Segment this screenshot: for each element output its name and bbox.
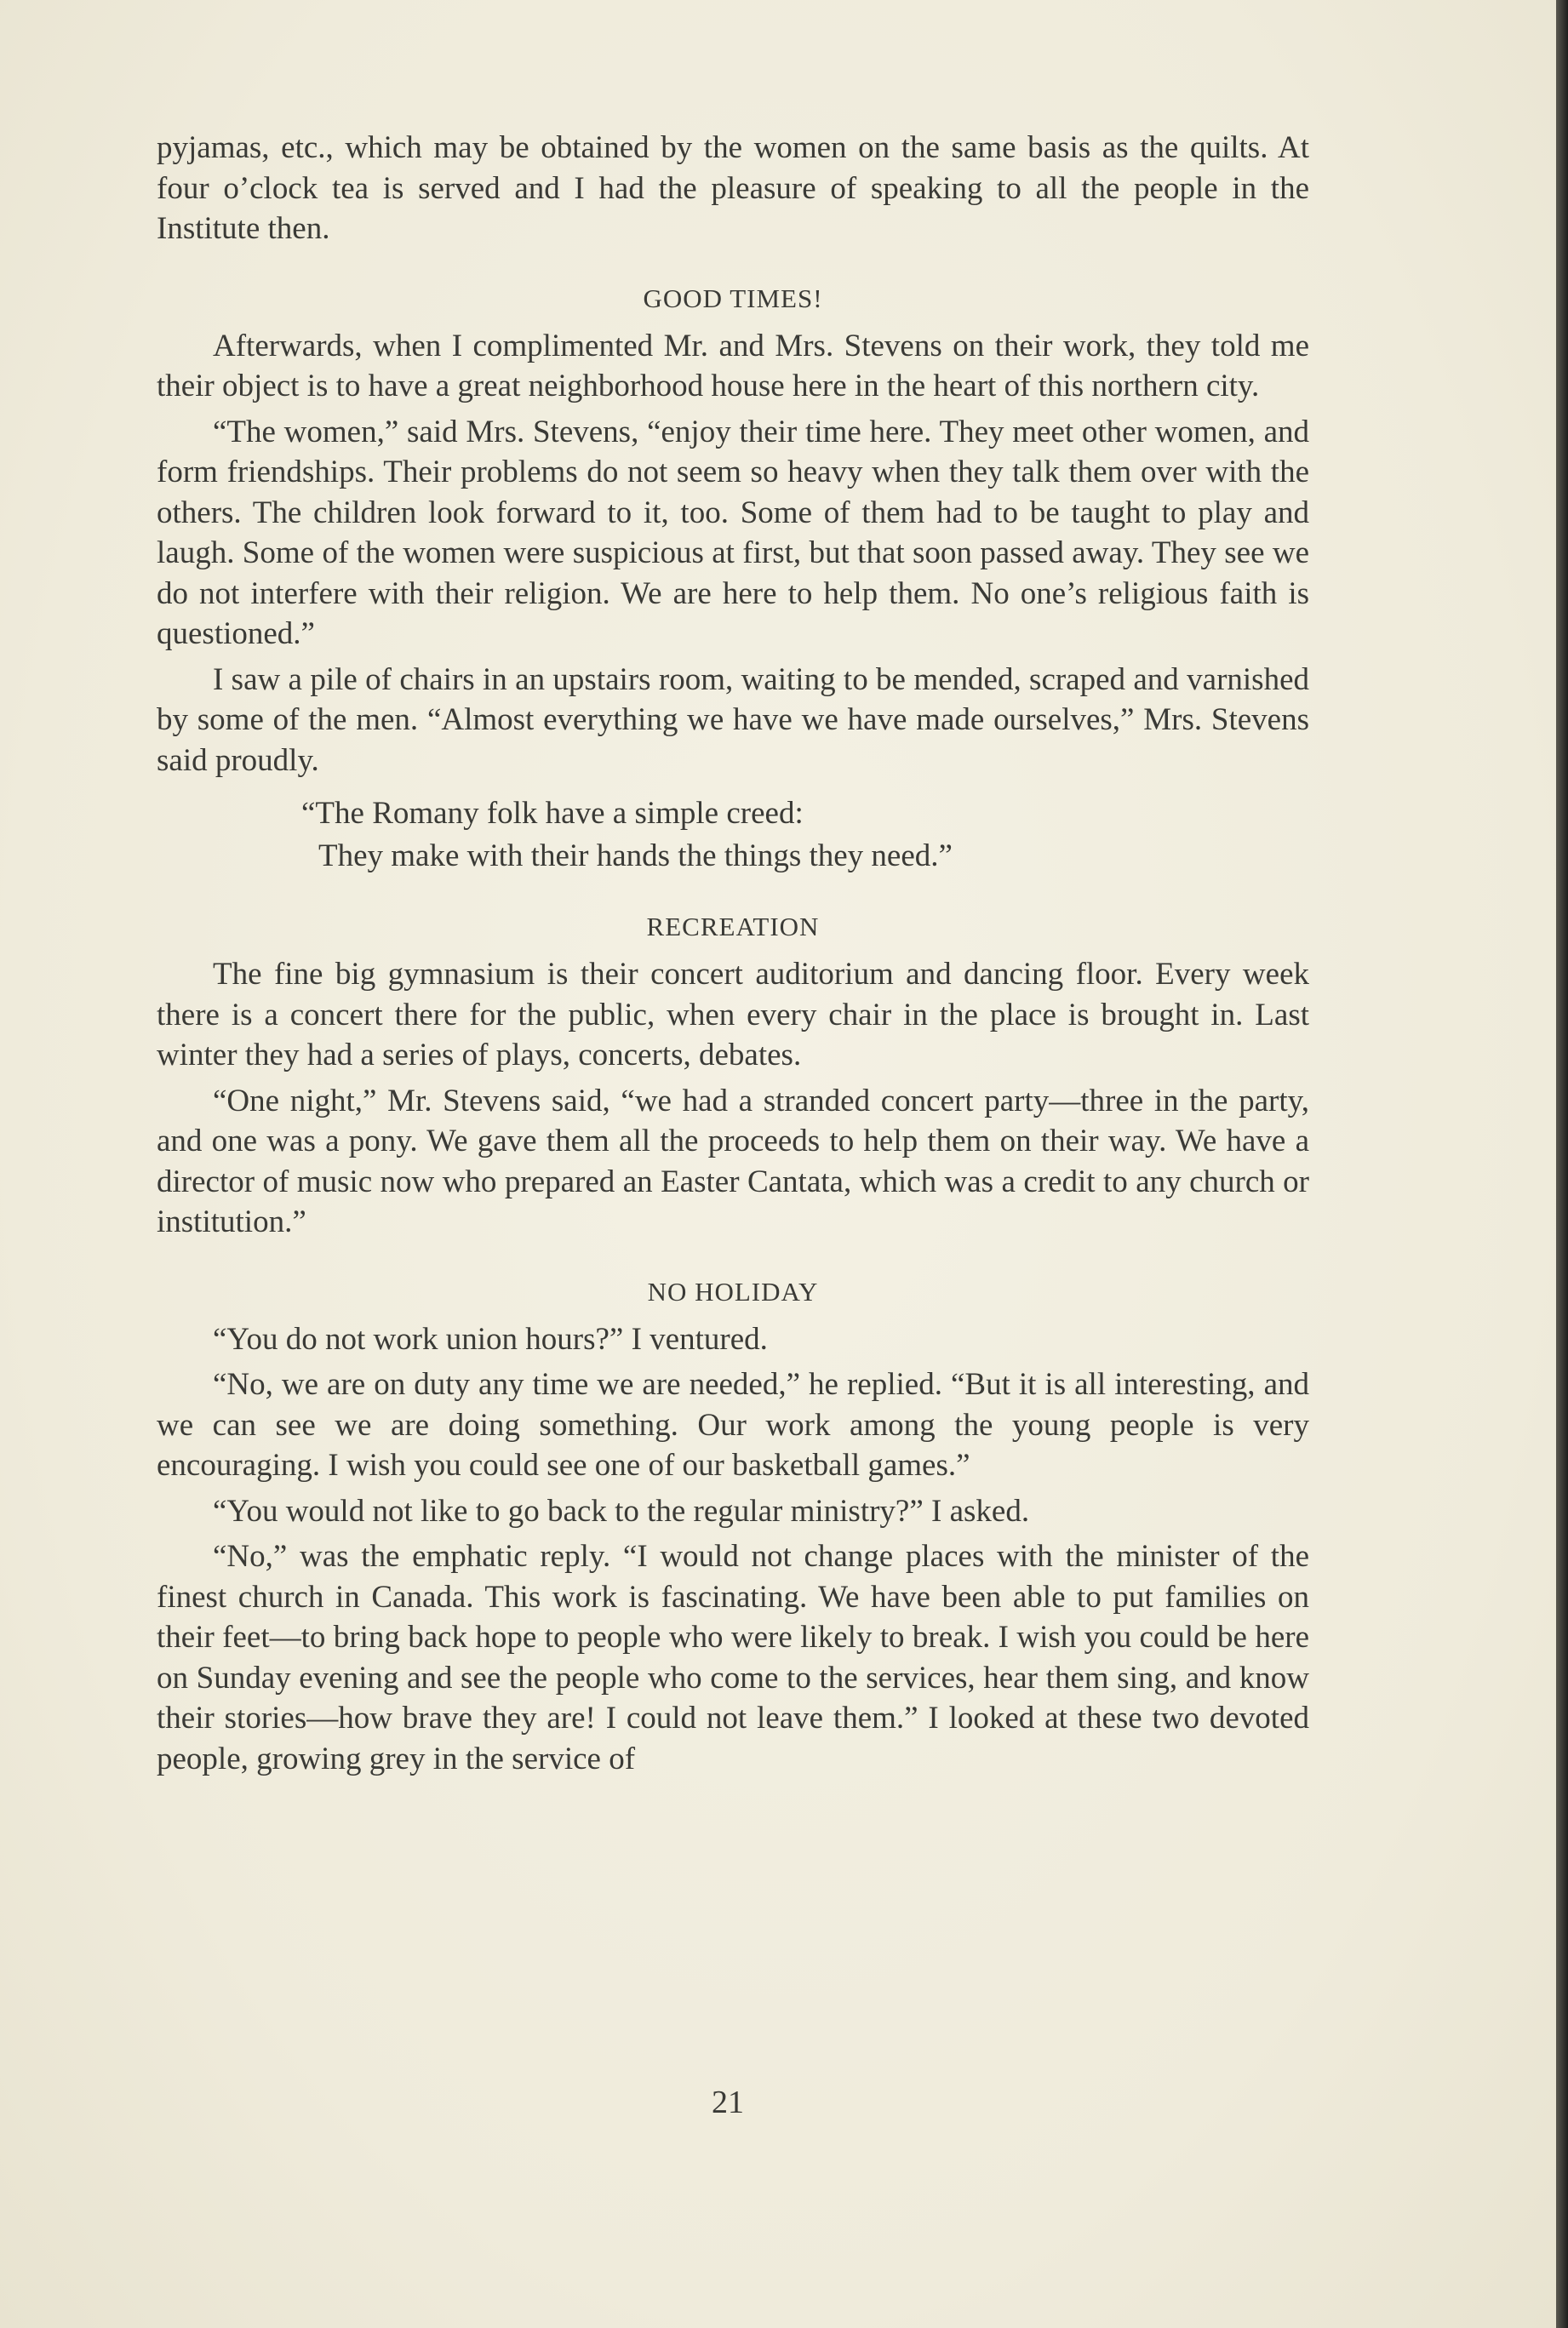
paragraph: I saw a pile of chairs in an upstairs room, waiting to be mended, scraped and varnished by some of the men. “Almost everything we have we have made ourselves,” Mrs. Stevens said proudly.: [157, 661, 1309, 778]
paragraph: The fine big gymnasium is their concert auditorium and dancing floor. Every week there is a concert there for the public, when every chair in the place is brought in. Last winter they had a series of plays, concerts, debates.: [157, 957, 1309, 1072]
verse-quote: [301, 792, 1309, 878]
page-number: 21: [712, 2085, 744, 2120]
paragraph: “No, we are on duty any time we are needed,” he replied. “But it is all interesting, and we can see we are doing something. Our work among the young people is very encouraging. I wish you could see one of our basketball games.”: [157, 1367, 1309, 1483]
paragraph: “No,” was the emphatic reply. “I would not change places with the minister of the finest church in Canada. This work is fascinating. We have been able to put families on their feet—to bring back hope to people who were likely to break. I wish you could be here on Sunday evening and see the people who come to the services, hear them sing, and know their stories—how brave they are! I could not leave them.” I looked at these two devoted people, growing grey in the service of: [157, 1539, 1309, 1776]
body-text: [157, 128, 1309, 1784]
paragraph-intro: pyjamas, etc., which may be obtained by the women on the same basis as the quilts. At four o’clock tea is served and I had the pleasure of speaking to all the people in the Institute then.: [157, 130, 1309, 246]
heading-recreation: RECREATION: [646, 912, 820, 941]
heading-good-times: GOOD TIMES!: [643, 283, 823, 313]
verse-line: “The Romany folk have a simple creed:: [301, 796, 804, 831]
paragraph: Afterwards, when I complimented Mr. and Mrs. Stevens on their work, they told me their object is to have a great neighborhood house here in the heart of this northern city.: [157, 328, 1309, 403]
paragraph: “You would not like to go back to the regular ministry?” I asked.: [213, 1493, 1030, 1529]
paragraph: “The women,” said Mrs. Stevens, “enjoy their time here. They meet other women, and form friendships. Their problems do not seem so heavy when they talk them over with the others. The children look forward to it, too. Some of them had to be taught to play and laugh. Some of the women were suspicious at first, but that soon passed away. They see we do not interfere with their religion. We are here to help them. No one’s religious faith is questioned.”: [157, 414, 1309, 651]
heading-no-holiday: NO HOLIDAY: [647, 1276, 819, 1307]
scan-edge-border: [1556, 0, 1568, 2328]
paragraph: “One night,” Mr. Stevens said, “we had a stranded concert party—three in the party, and one was a pony. We gave them all the proceeds to help them on their way. We have a director of music now who prepared an Easter Cantata, which was a credit to any church or institution.”: [157, 1083, 1309, 1239]
paragraph: “You do not work union hours?” I ventured.: [213, 1321, 768, 1357]
verse-line: They make with their hands the things they need.”: [318, 838, 953, 873]
